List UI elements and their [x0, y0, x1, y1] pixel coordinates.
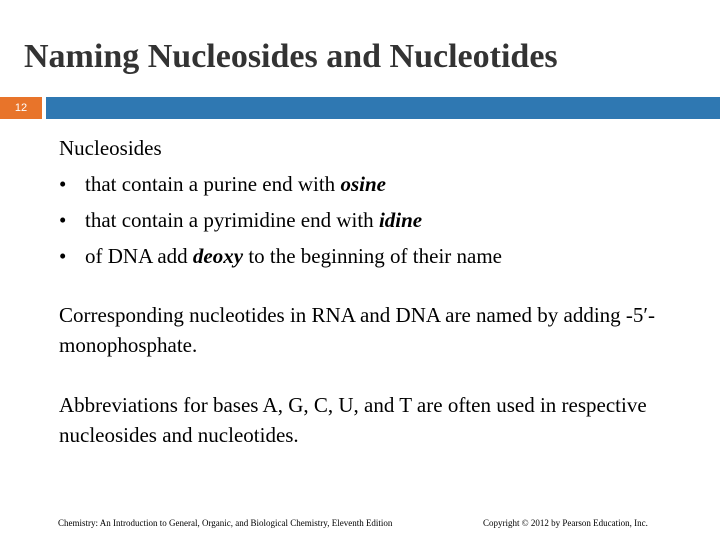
slide-number: 12 — [0, 97, 42, 119]
bullet-list — [59, 166, 679, 274]
slide-title: Naming Nucleosides and Nucleotides — [24, 38, 558, 75]
bullet-item — [59, 166, 679, 202]
bullet-emphasis: deoxy — [192, 244, 244, 268]
paragraph-abbreviations: Abbreviations for bases A, G, C, U, and T are often used in respective nucleosides and nucleotides. — [59, 393, 647, 447]
bullet-emphasis: idine — [378, 208, 423, 232]
footer-copyright: Copyright © 2012 by Pearson Education, Inc. — [483, 518, 648, 528]
bullet-item — [59, 238, 679, 274]
bullet-icon: • — [59, 244, 67, 268]
bullet-icon: • — [59, 208, 67, 232]
header-bar — [0, 97, 720, 119]
slide-body — [59, 130, 679, 450]
bullet-text: that contain a pyrimidine end with — [85, 208, 379, 232]
bullet-item — [59, 202, 679, 238]
section-heading: Nucleosides — [59, 136, 162, 160]
footer-citation: Chemistry: An Introduction to General, Organic, and Biological Chemistry, Eleventh Edition — [58, 518, 393, 528]
accent-bar — [46, 97, 720, 119]
bullet-icon: • — [59, 172, 67, 196]
paragraph-nucleotides: Corresponding nucleotides in RNA and DNA are named by adding -5′-monophosphate. — [59, 303, 655, 357]
bullet-text-tail: to the beginning of their name — [243, 244, 502, 268]
bullet-text: that contain a purine end with — [85, 172, 341, 196]
bullet-text: of DNA add — [85, 244, 193, 268]
bullet-emphasis: osine — [340, 172, 386, 196]
